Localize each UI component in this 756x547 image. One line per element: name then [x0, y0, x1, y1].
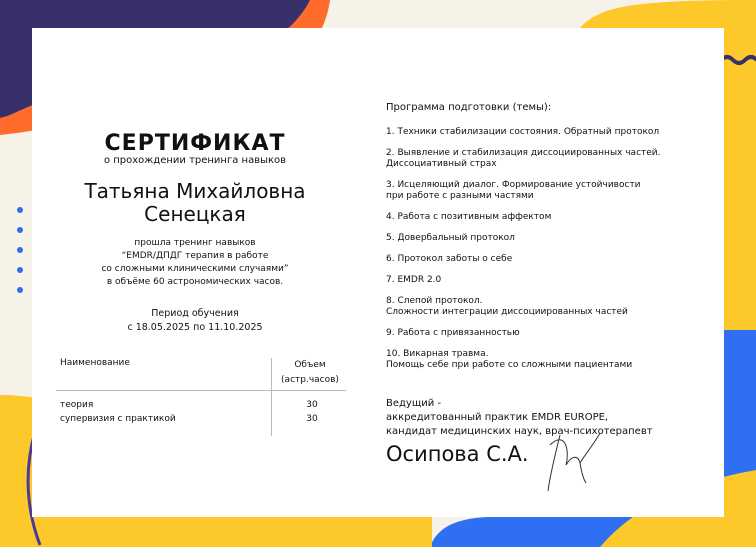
training-description: [40, 237, 350, 289]
period-dates: с 18.05.2025 по 11.10.2025: [127, 322, 263, 333]
certificate-title: СЕРТИФИКАТ: [104, 131, 286, 156]
program-item: [386, 212, 716, 223]
table-divider: [56, 390, 346, 391]
program-item: [386, 296, 716, 318]
program-item-line: 8. Слепой протокол.: [386, 296, 483, 306]
row-name: теория: [60, 400, 94, 410]
table-header-hours: [270, 358, 350, 388]
program-item: [386, 233, 716, 244]
name-line-2: Сенецкая: [144, 202, 246, 226]
recipient-name: [40, 180, 350, 226]
name-line-1: Татьяна Михайловна: [84, 179, 306, 203]
header-line: Объем: [294, 360, 326, 370]
signature-image: [540, 425, 610, 495]
program-item: [386, 180, 716, 202]
program-item: [386, 349, 716, 371]
row-hours: 30: [306, 414, 318, 424]
table-hours: [292, 398, 332, 426]
program-item: [386, 275, 716, 286]
training-period: [40, 307, 350, 335]
program-item-line: Диссоциативный страх: [386, 159, 497, 169]
row-name: супервизия с практикой: [60, 414, 176, 424]
program-item: [386, 254, 716, 265]
table-header-name: Наименование: [60, 358, 130, 368]
desc-line: прошла тренинг навыков: [134, 238, 256, 248]
program-item: [386, 148, 716, 170]
period-label: Период обучения: [151, 308, 239, 319]
program-item-line: 7. EMDR 2.0: [386, 275, 442, 285]
program-item: [386, 328, 716, 339]
program-list: [386, 127, 716, 381]
program-item-line: Помощь себе при работе со сложными пациентами: [386, 360, 633, 370]
certificate-subtitle: о прохождении тренинга навыков: [103, 155, 287, 166]
desc-line: “EMDR/ДПДГ терапия в работе: [121, 251, 269, 261]
row-hours: 30: [306, 400, 318, 410]
table-column-divider: [271, 358, 272, 436]
program-item-line: 6. Протокол заботы о себе: [386, 254, 513, 264]
program-item-line: 1. Техники стабилизации состояния. Обратный протокол: [386, 127, 660, 137]
leader-line: Ведущий -: [386, 398, 442, 409]
program-heading: Программа подготовки (темы):: [386, 102, 552, 113]
program-item-line: 3. Исцеляющий диалог. Формирование устойчивости: [386, 180, 641, 190]
program-item: [386, 127, 716, 138]
program-item-line: 10. Викарная травма.: [386, 349, 489, 359]
header-line: (астр.часов): [281, 375, 339, 385]
program-item-line: 9. Работа с привязанностью: [386, 328, 520, 338]
desc-line: в объёме 60 астрономических часов.: [106, 277, 284, 287]
program-item-line: Сложности интеграции диссоциированных частей: [386, 307, 628, 317]
program-item-line: при работе с разными частями: [386, 191, 534, 201]
table-row: [60, 398, 176, 426]
program-item-line: 2. Выявление и стабилизация диссоциированных частей.: [386, 148, 661, 158]
leader-line: кандидат медицинских наук, врач-психотерапевт: [386, 426, 653, 437]
desc-line: со сложными клиническими случаями”: [101, 264, 289, 274]
leader-line: аккредитованный практик EMDR EUROPE,: [386, 412, 609, 423]
program-item-line: 4. Работа с позитивным аффектом: [386, 212, 552, 222]
leader-name: Осипова С.А.: [386, 442, 529, 466]
leader-credentials: [386, 397, 653, 439]
program-item-line: 5. Довербальный протокол: [386, 233, 515, 243]
